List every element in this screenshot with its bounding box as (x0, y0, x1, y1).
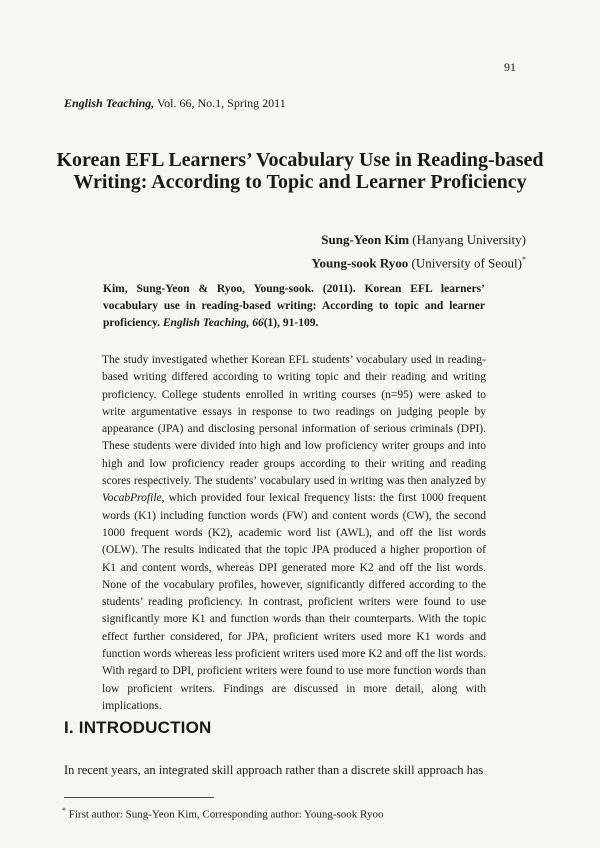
abstract-text: , which provided four lexical frequency lists: the first 1000 frequent words (K1) including function words (FW) and content words (CW), the second 1000 frequent words (K2), academic word list (AWL), and off the list words (OLW). The results indicated that the topic JPA produced a higher proportion of K1 and content words, whereas DPI generated more K2 and off the list words. None of the vocabulary profiles, however, significantly differed according to the students’ reading proficiency. In contrast, proficient writers were found to use significantly more K1 and function words than their counterparts. With the topic effect further considered, for JPA, proficient writers used more K1 words and function words whereas less proficient writers used more K2 and off the list words. With regard to DPI, proficient writers were found to use more function words than low proficient writers. Findings are discussed in more detail, along with implications. (102, 492, 486, 712)
footnote-text: First author: Sung-Yeon Kim, Corresponding author: Young-sook Ryoo (66, 808, 384, 821)
journal-name: English Teaching, (64, 96, 155, 110)
citation-pages: (1), 91-109. (263, 317, 319, 329)
author-name: Young-sook Ryoo (311, 255, 409, 271)
abstract (102, 352, 486, 715)
author-line-1 (312, 230, 526, 250)
intro-paragraph: In recent years, an integrated skill approach rather than a discrete skill approach has (64, 763, 484, 777)
footnote-divider (64, 797, 214, 798)
abstract-tool-name: VocabProfile (102, 492, 162, 505)
author-affiliation: (Hanyang University) (409, 232, 526, 247)
journal-header (64, 96, 286, 111)
citation-journal: English Teaching, 66 (162, 317, 264, 329)
footnote (62, 806, 383, 821)
abstract-text: The study investigated whether Korean EFL students’ vocabulary used in reading-based writing differed according to writing topic and their reading and writing proficiency. College students enrolled in writing courses (n=95) were asked to write argumentative essays in response to two readings on judging people by appearance (JPA) and disclosing personal information of serious criminals (DPI). These students were divided into high and low proficiency writer groups and into high and low proficiency reader groups according to their writing and reading scores respectively. The students’ vocabulary used in writing was then analyzed by (102, 354, 486, 488)
author-name: Sung-Yeon Kim (321, 232, 410, 247)
paper-title: Korean EFL Learners’ Vocabulary Use in Reading-based Writing: According to Topic and Learner Proficiency (56, 149, 544, 193)
journal-details: Vol. 66, No.1, Spring 2011 (154, 96, 286, 110)
citation-text: Kim, Sung-Yeon & Ryoo, Young-sook. (2011). Korean EFL learners’ vocabulary use in reading-based writing: According to topic and learner proficiency. (103, 283, 485, 329)
citation (103, 281, 485, 332)
footnote-marker: * (522, 255, 526, 264)
footnote-marker: * (62, 806, 66, 815)
author-block (312, 230, 526, 273)
page-number: 91 (504, 60, 516, 74)
author-line-2 (312, 250, 526, 273)
author-affiliation: (University of Seoul) (408, 255, 522, 271)
section-heading: I. INTRODUCTION (64, 718, 212, 737)
